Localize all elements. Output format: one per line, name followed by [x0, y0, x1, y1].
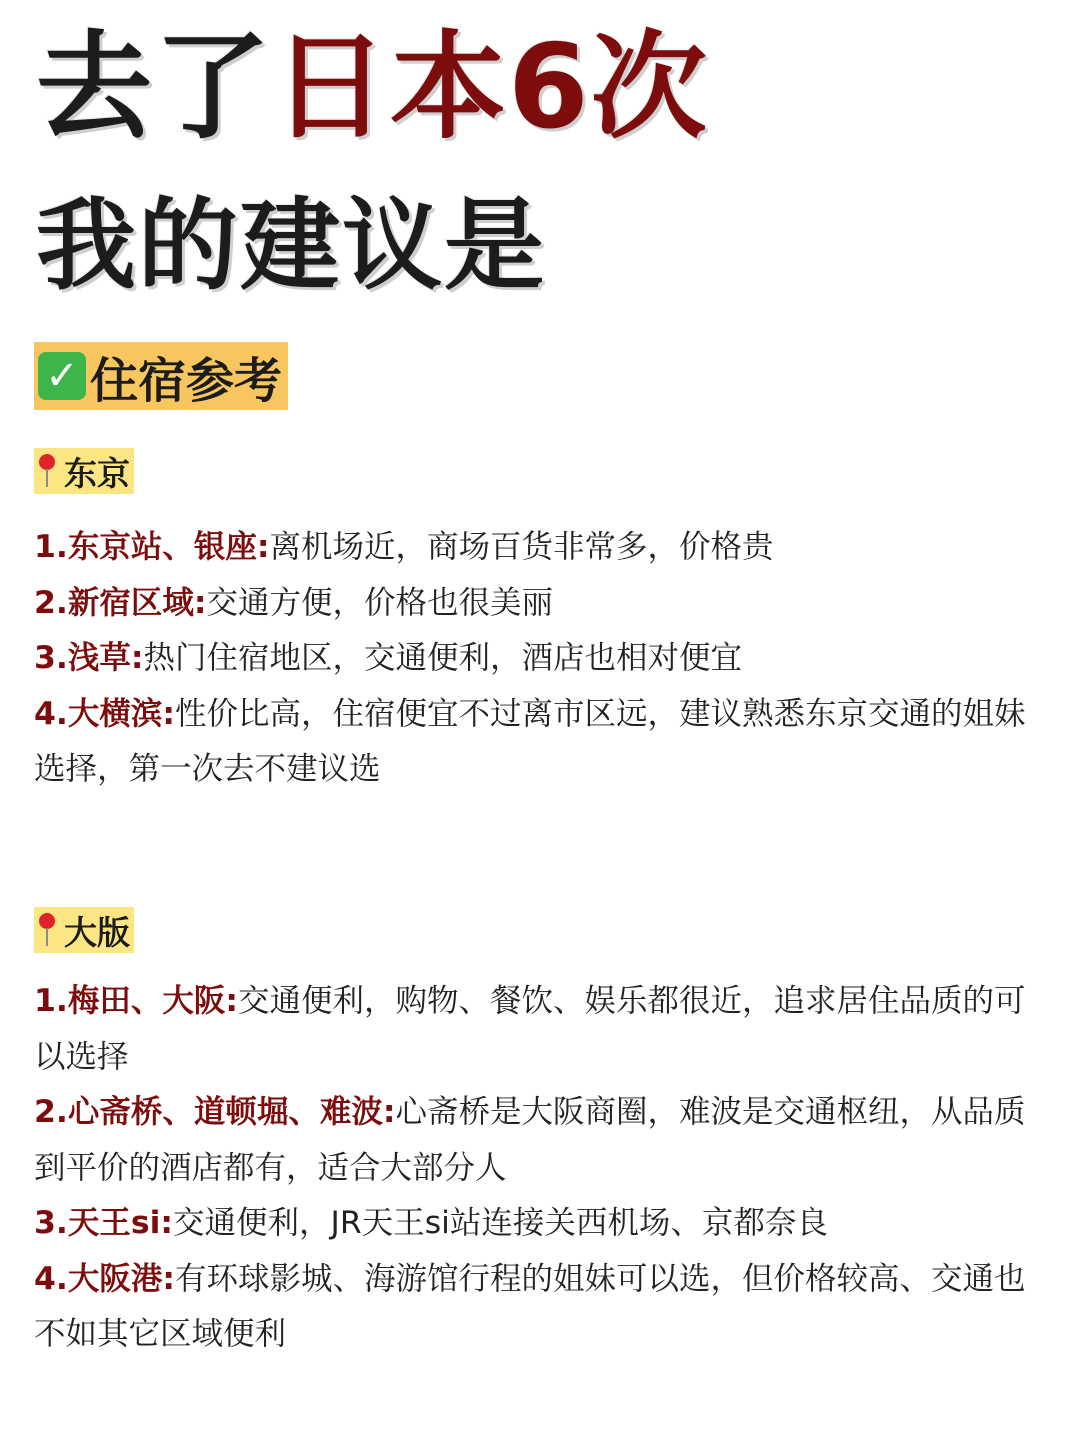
item-label: 4.大阪港: — [34, 1260, 175, 1297]
city-tag-osaka — [34, 907, 134, 953]
list-item — [34, 631, 1044, 687]
list-item — [34, 687, 1044, 798]
list-item — [34, 974, 1044, 1085]
list-item — [34, 1085, 1044, 1196]
list-item — [34, 576, 1044, 632]
item-text: 心斋桥是大阪商圈，难波是交通枢纽，从品质到平价的酒店都有，适合大部分人 — [34, 1094, 1026, 1186]
title-black-part: 去了 — [36, 20, 272, 155]
section-tag-label: 住宿参考 — [90, 352, 283, 409]
map-pin-icon — [36, 451, 58, 491]
item-label: 4.大横滨: — [34, 695, 175, 732]
item-text: 交通便利，JR天王si站连接关西机场、京都奈良 — [173, 1205, 828, 1241]
section-tag-lodging — [34, 342, 288, 410]
map-pin-icon — [36, 910, 58, 950]
item-label: 2.新宿区域: — [34, 584, 207, 621]
list-item — [34, 520, 1044, 576]
title-red-part: 日本6次 — [272, 20, 709, 155]
item-text: 性价比高，住宿便宜不过离市区远，建议熟悉东京交通的姐妹选择，第一次去不建议选 — [34, 695, 1026, 787]
item-text: 离机场近，商场百货非常多，价格贵 — [269, 529, 774, 565]
list-item — [34, 1196, 1044, 1252]
check-mark-icon: ✓ — [38, 352, 86, 400]
item-text: 交通便利，购物、餐饮、娱乐都很近，追求居住品质的可以选择 — [34, 983, 1026, 1075]
item-text: 热门住宿地区，交通便利，酒店也相对便宜 — [143, 640, 742, 676]
city-name: 东京 — [64, 453, 130, 493]
tokyo-list — [34, 520, 1044, 798]
item-text: 有环球影城、海游馆行程的姐妹可以选，但价格较高、交通也不如其它区域便利 — [34, 1260, 1026, 1352]
item-text: 交通方便，价格也很美丽 — [206, 584, 553, 621]
list-item — [34, 1252, 1044, 1363]
osaka-list — [34, 974, 1044, 1363]
item-label: 3.浅草: — [34, 640, 144, 676]
city-name: 大版 — [64, 912, 130, 952]
item-label: 1.东京站、银座: — [34, 529, 270, 565]
city-tag-tokyo — [34, 448, 134, 494]
title-line-1 — [36, 20, 709, 155]
item-label: 1.梅田、大阪: — [34, 983, 238, 1019]
item-label: 3.天王si: — [34, 1205, 174, 1241]
title-line-2: 我的建议是 — [36, 187, 546, 304]
item-label: 2.心斋桥、道顿堀、难波: — [34, 1094, 396, 1130]
